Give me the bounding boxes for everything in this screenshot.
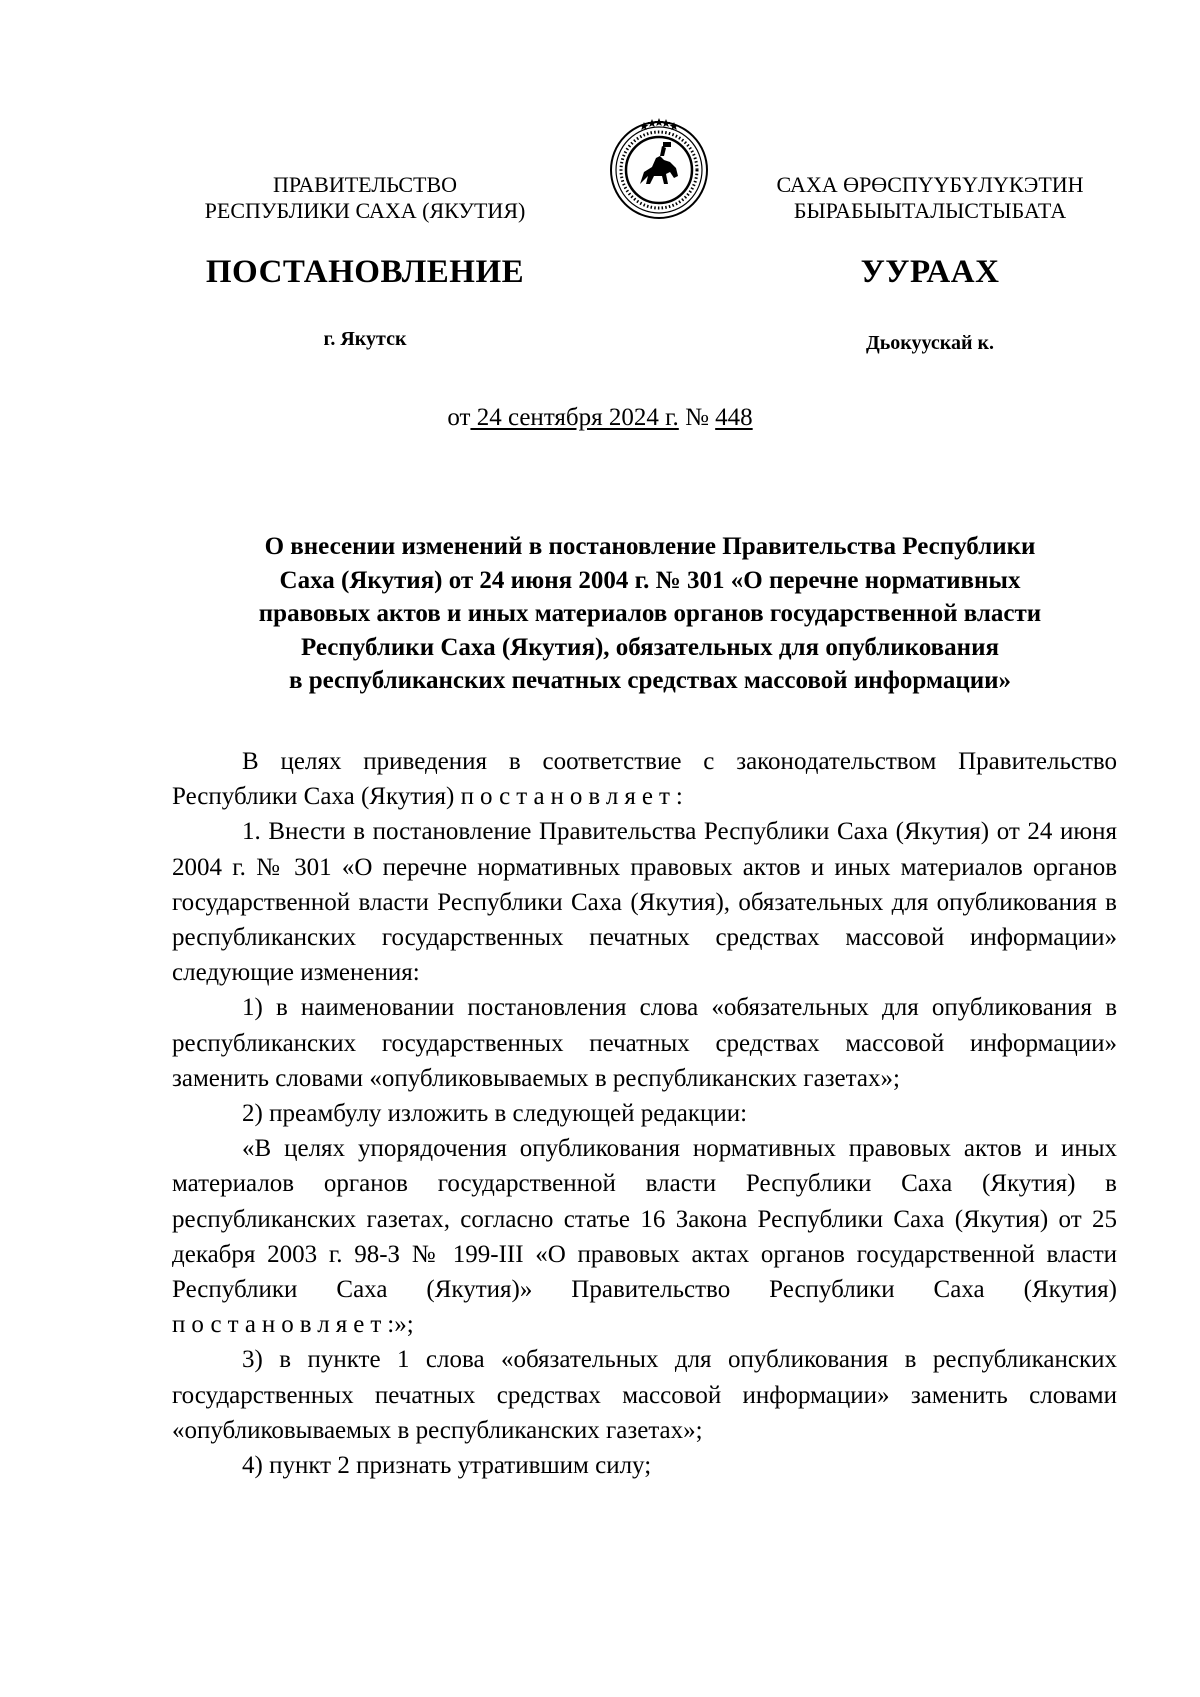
header-right-block — [755, 172, 1105, 224]
body-paragraph-subitem-4: 4) пункт 2 признать утратившим силу; — [242, 1452, 652, 1480]
header-left-line1: ПРАВИТЕЛЬСТВО — [272, 172, 458, 197]
date-number-line — [0, 404, 1200, 432]
document-title-line: в республиканских печатных средствах массовой информации» — [288, 667, 1012, 694]
body-paragraph-subitem-1: 1) в наименовании постановления слова «обязательных для опубликования в республиканских государственных печатных средствах массовой информации» заменить словами «опубликовываемых в республиканских газетах»; — [172, 994, 1117, 1092]
body-paragraph-subitem-3: 3) в пункте 1 слова «обязательных для опубликования в республиканских государственных печатных средствах массовой информации» заменить словами «опубликовываемых в республиканских газетах»; — [172, 1346, 1117, 1444]
header-left-block — [180, 172, 550, 224]
document-body — [172, 744, 1117, 1483]
date-prefix: от — [447, 404, 471, 431]
document-title-line: Республики Саха (Якутия), обязательных для опубликования — [300, 633, 1000, 661]
new-preamble-resolves: постановляет — [172, 1311, 388, 1339]
document-title-line: правовых актов и иных материалов органов государственной власти — [258, 600, 1042, 627]
preamble-resolves: постановляет: — [460, 783, 689, 811]
header-left-line2: РЕСПУБЛИКИ САХА (ЯКУТИЯ) — [204, 198, 526, 223]
new-preamble-text: «В целях упорядочения опубликования нормативных правовых актов и иных материалов органов государственной власти Республики Саха (Якутия) в республиканских газетах, согласно статье 16 Закона Республики Саха (Якутия) от 25 декабря 2003 г. 98-З № 199-III «О правовых актах органов государственной власти Республики Саха (Якутия)» Правительство Республики Саха (Якутия) — [172, 1135, 1117, 1304]
preamble-text: В целях приведения в соответствие с законодательством Правительство Республики Саха (Якутия) — [172, 748, 1117, 811]
body-paragraph-preamble — [172, 744, 1117, 814]
city-dyokuuskay: Дьокуускай к. — [865, 332, 995, 354]
document-title-line: Саха (Якутия) от 24 июня 2004 г. № 301 «О перечне нормативных — [279, 566, 1021, 594]
coat-of-arms-icon — [604, 112, 714, 222]
city-yakutsk: г. Якутск — [323, 328, 407, 350]
title-uuraakh: УУРААХ — [860, 254, 1000, 290]
header-right-line2: БЫРАБЫЫТАЛЫСТЫБАТА — [793, 198, 1067, 223]
body-paragraph-new-preamble — [172, 1131, 1117, 1342]
body-paragraph-subitem-2: 2) преамбулу изложить в следующей редакции: — [242, 1100, 748, 1128]
document-title — [175, 530, 1125, 698]
document-number: 448 — [715, 404, 753, 431]
header-right-line1: САХА ӨРӨСПҮҮБҮЛҮКЭТИН — [776, 172, 1084, 197]
number-sign: № — [678, 404, 716, 431]
document-title-line: О внесении изменений в постановление Правительства Республики — [264, 533, 1036, 560]
title-postanovlenie: ПОСТАНОВЛЕНИЕ — [205, 254, 525, 290]
document-date: 24 сентября 2024 г. — [470, 404, 679, 431]
new-preamble-end: :»; — [387, 1311, 414, 1339]
body-paragraph-item-1: 1. Внести в постановление Правительства Республики Саха (Якутия) от 24 июня 2004 г. № 301 «О перечне нормативных правовых актов и иных материалов органов государственной власти Республики Саха (Якутия), обязательных для опубликования в республиканских государственных печатных средствах массовой информации» следующие изменения: — [172, 818, 1117, 987]
